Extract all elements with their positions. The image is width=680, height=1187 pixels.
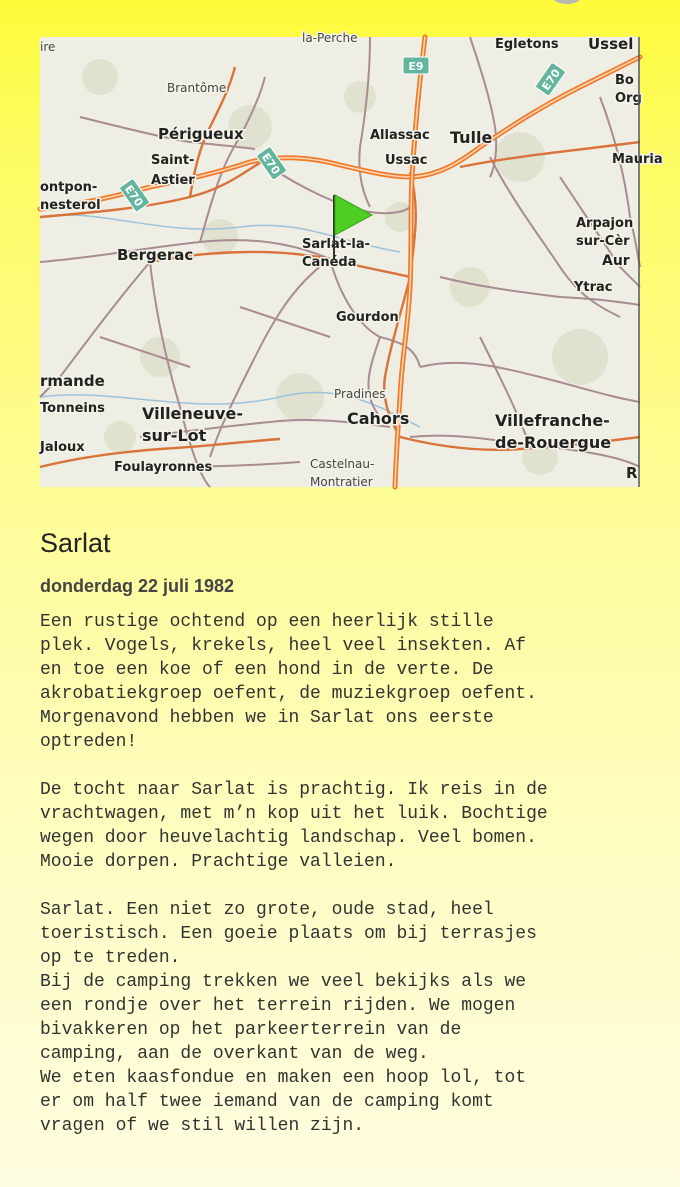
map-canvas	[40, 31, 663, 489]
place-label: Aur	[602, 253, 630, 269]
shield-label: E70	[539, 66, 564, 93]
place-label: Egletons	[495, 37, 559, 52]
place-label: ire	[40, 40, 56, 54]
shield-label: E70	[258, 150, 283, 177]
paragraph: Een rustige ochtend op een heerlijk stille plek. Vogels, krekels, heel veel insekten. Af en toe een koe of een hond in de verte. De akrobatiekgroep oefent, de muziekgroep oefent. Morgenavond hebben we in Sarlat ons eerste optreden!	[40, 612, 537, 752]
place-label: Gourdon	[336, 310, 399, 325]
place-label: sur-Cèr	[576, 234, 630, 249]
place-label: ontpon-	[40, 180, 98, 195]
place-label: Périgueux	[158, 125, 244, 143]
place-label: Allassac	[370, 128, 430, 143]
entry-date: donderdag 22 juli 1982	[40, 576, 235, 596]
place-label: Canéda	[302, 255, 357, 270]
place-label: Ussac	[385, 153, 428, 168]
shield-label: E9	[408, 60, 424, 73]
place-label: Tulle	[450, 128, 493, 147]
place-label: Bergerac	[117, 246, 194, 264]
shield-label: E70	[121, 182, 146, 209]
place-label: Astier	[151, 173, 195, 188]
road-shield-e9	[403, 57, 429, 74]
place-label: Pradines	[334, 387, 386, 401]
place-label: sur-Lot	[142, 426, 207, 445]
diary-entry	[40, 610, 640, 1162]
place-label: Foulayronnes	[114, 460, 213, 475]
paragraph: Sarlat. Een niet zo grote, oude stad, heel toeristisch. Een goeie plaats om bij terrasjes op te treden. Bij de camping trekken we veel bekijks als we een rondje over het terrein rijden. We mogen bivakkeren op het parkeerterrein van de camping, aan de overkant van de weg. We eten kaasfondue en maken een hoop lol, tot er om half twee iemand van de camping komt vragen of we stil willen zijn.	[40, 900, 537, 1136]
place-label: Cahors	[347, 409, 410, 428]
route-map	[40, 31, 663, 489]
place-label: rmande	[40, 372, 105, 390]
place-label: Villefranche-	[495, 411, 610, 430]
place-label: nesterol	[40, 198, 101, 213]
place-label: Ussel	[588, 35, 634, 53]
place-label: Bo	[615, 73, 634, 88]
place-label: Arpajon	[576, 216, 634, 231]
place-label: Castelnau-	[310, 457, 375, 471]
place-label: Ytrac	[574, 280, 613, 295]
top-edge-decoration	[552, 0, 582, 4]
place-label: R	[626, 464, 638, 482]
page-title: Sarlat	[40, 528, 111, 558]
place-label: Sarlat-la-	[302, 237, 371, 252]
place-label: Org	[615, 91, 642, 106]
place-label: Saint-	[151, 153, 195, 168]
place-label: la-Perche	[302, 31, 358, 45]
place-label: Jaloux	[40, 440, 85, 455]
place-label: de-Rouergue	[495, 433, 612, 452]
paragraph: De tocht naar Sarlat is prachtig. Ik reis in de vrachtwagen, met m’n kop uit het luik. Bochtige wegen door heuvelachtig landschap. Veel bomen. Mooie dorpen. Prachtige valleien.	[40, 780, 548, 872]
place-label: Brantôme	[167, 81, 227, 95]
place-label: Montratier	[310, 475, 373, 489]
place-label: Mauria	[612, 152, 663, 167]
place-label: Tonneins	[40, 401, 105, 416]
place-label: Villeneuve-	[142, 404, 243, 423]
